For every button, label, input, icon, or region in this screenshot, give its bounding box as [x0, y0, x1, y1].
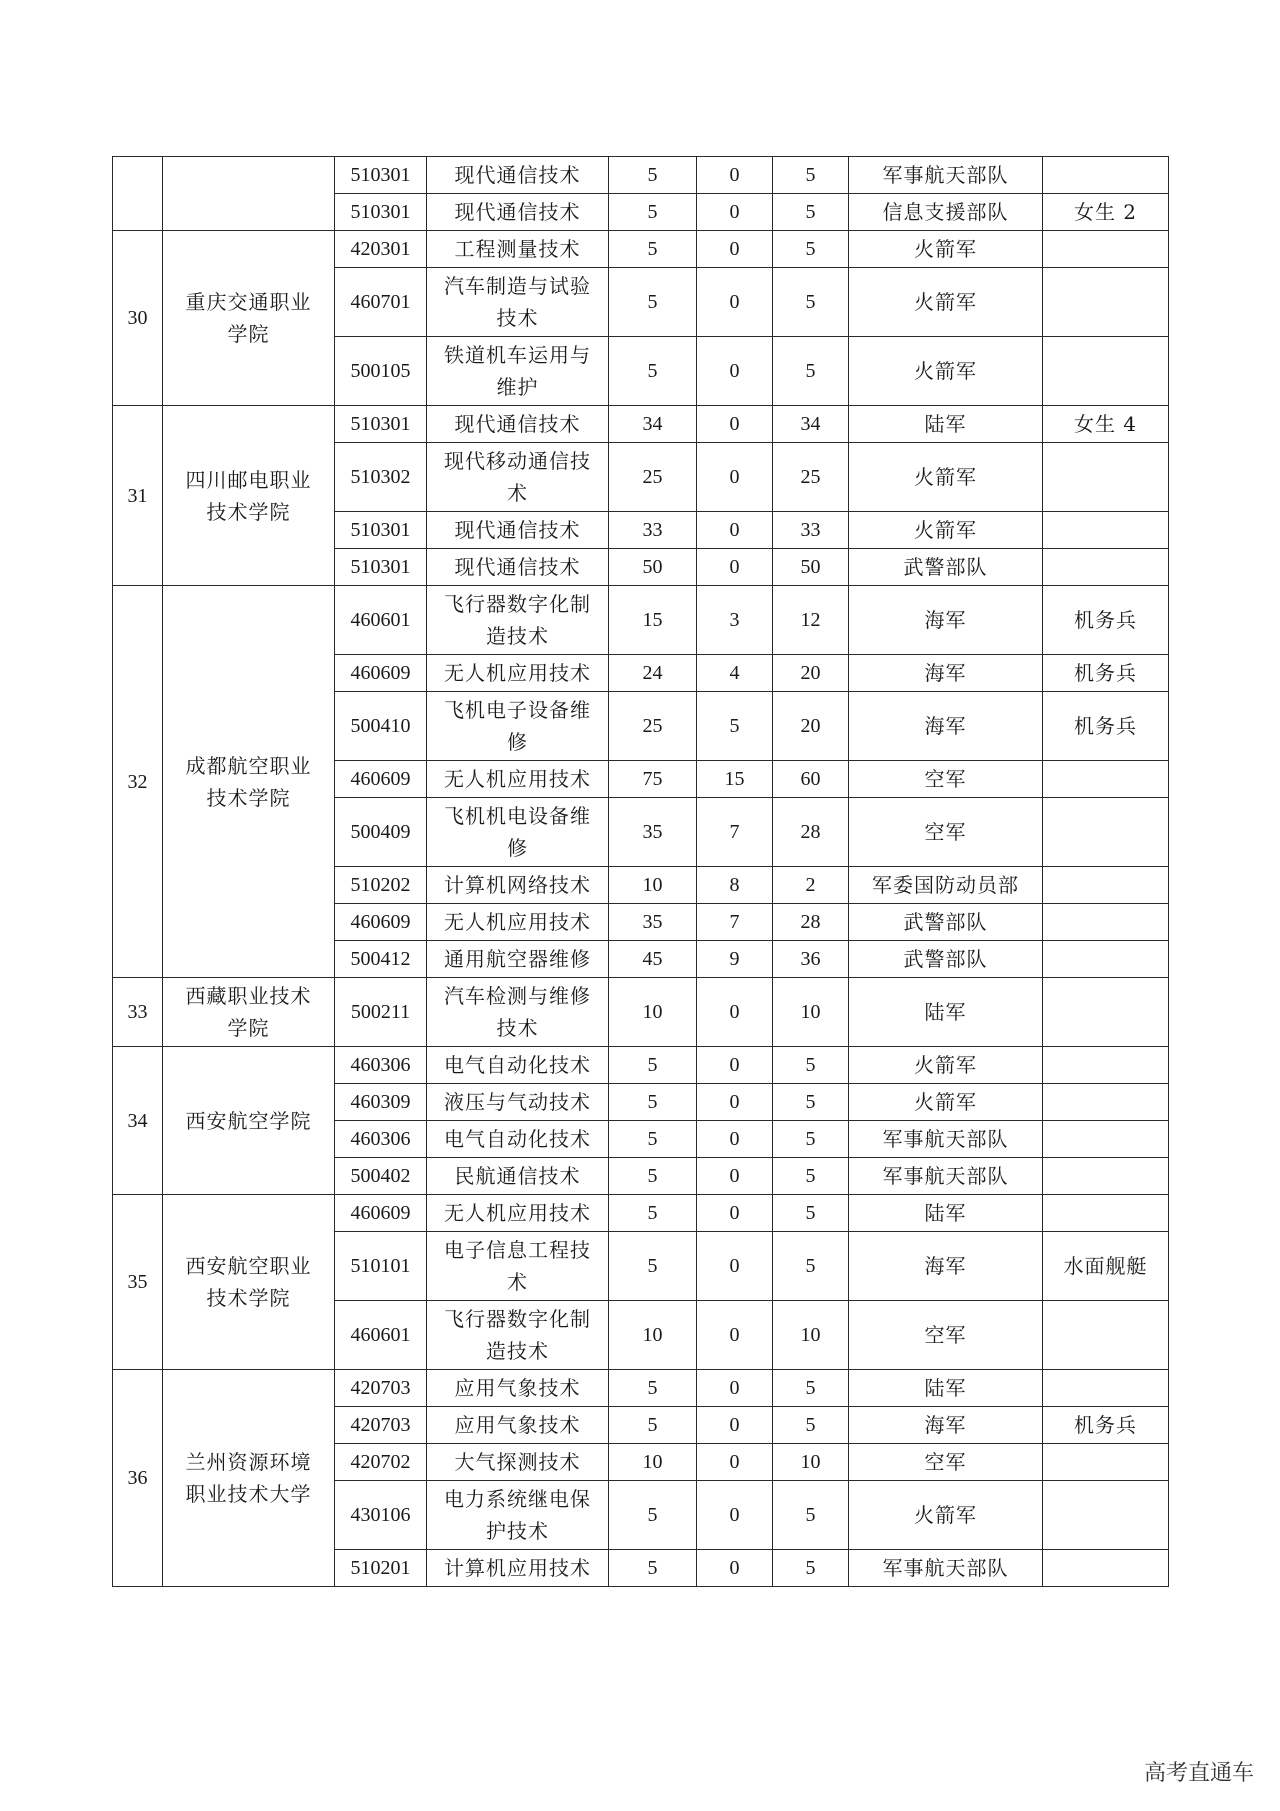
major-code: 460306: [335, 1047, 427, 1084]
service-unit: 火箭军: [849, 443, 1043, 512]
plan-col-b: 10: [773, 978, 849, 1047]
table-row: [113, 231, 1169, 268]
major-name: 通用航空器维修: [427, 941, 609, 978]
plan-col-a: 0: [697, 978, 773, 1047]
plan-col-b: 5: [773, 268, 849, 337]
plan-col-a: 0: [697, 1158, 773, 1195]
major-code: 460701: [335, 268, 427, 337]
plan-col-a: 9: [697, 941, 773, 978]
plan-col-b: 5: [773, 1084, 849, 1121]
service-unit: 军事航天部队: [849, 157, 1043, 194]
service-unit: 陆军: [849, 406, 1043, 443]
plan-col-a: 0: [697, 1121, 773, 1158]
plan-total: 5: [609, 1407, 697, 1444]
school-number: 32: [113, 586, 163, 978]
plan-col-b: 2: [773, 867, 849, 904]
service-unit: 海军: [849, 655, 1043, 692]
plan-total: 10: [609, 1301, 697, 1370]
major-code: 460609: [335, 655, 427, 692]
service-unit: 海军: [849, 1232, 1043, 1301]
plan-total: 50: [609, 549, 697, 586]
remark: [1043, 1047, 1169, 1084]
plan-col-a: 0: [697, 549, 773, 586]
plan-col-a: 0: [697, 1195, 773, 1232]
major-code: 510302: [335, 443, 427, 512]
school-name: 西安航空职业技术学院: [163, 1195, 335, 1370]
plan-total: 10: [609, 978, 697, 1047]
plan-total: 75: [609, 761, 697, 798]
major-name: 铁道机车运用与维护: [427, 337, 609, 406]
major-code: 500412: [335, 941, 427, 978]
table-row: [113, 978, 1169, 1047]
plan-col-b: 5: [773, 231, 849, 268]
plan-col-a: 0: [697, 1481, 773, 1550]
major-name: 无人机应用技术: [427, 904, 609, 941]
major-code: 460309: [335, 1084, 427, 1121]
service-unit: 海军: [849, 586, 1043, 655]
service-unit: 空军: [849, 1301, 1043, 1370]
plan-col-a: 0: [697, 1047, 773, 1084]
major-name: 大气探测技术: [427, 1444, 609, 1481]
plan-total: 25: [609, 692, 697, 761]
major-name: 现代通信技术: [427, 549, 609, 586]
plan-col-b: 5: [773, 1047, 849, 1084]
plan-col-a: 0: [697, 194, 773, 231]
plan-col-b: 10: [773, 1444, 849, 1481]
plan-col-a: 0: [697, 1550, 773, 1587]
plan-total: 5: [609, 1158, 697, 1195]
plan-col-a: 0: [697, 157, 773, 194]
major-code: 500211: [335, 978, 427, 1047]
plan-col-b: 5: [773, 1481, 849, 1550]
major-name: 飞行器数字化制造技术: [427, 1301, 609, 1370]
remark: [1043, 798, 1169, 867]
major-code: 460601: [335, 586, 427, 655]
plan-col-b: 28: [773, 904, 849, 941]
plan-col-b: 10: [773, 1301, 849, 1370]
school-number: 30: [113, 231, 163, 406]
major-name: 无人机应用技术: [427, 1195, 609, 1232]
plan-total: 5: [609, 1084, 697, 1121]
remark: 机务兵: [1043, 586, 1169, 655]
plan-col-a: 0: [697, 1444, 773, 1481]
plan-col-b: 5: [773, 1195, 849, 1232]
major-code: 510301: [335, 406, 427, 443]
plan-col-a: 5: [697, 692, 773, 761]
plan-col-b: 50: [773, 549, 849, 586]
plan-col-b: 5: [773, 157, 849, 194]
major-name: 现代通信技术: [427, 512, 609, 549]
major-name: 工程测量技术: [427, 231, 609, 268]
service-unit: 海军: [849, 692, 1043, 761]
plan-total: 5: [609, 1047, 697, 1084]
major-name: 汽车检测与维修技术: [427, 978, 609, 1047]
plan-total: 35: [609, 904, 697, 941]
major-name: 无人机应用技术: [427, 761, 609, 798]
major-code: 510301: [335, 549, 427, 586]
plan-col-a: 0: [697, 512, 773, 549]
plan-col-a: 8: [697, 867, 773, 904]
plan-col-b: 12: [773, 586, 849, 655]
plan-total: 5: [609, 1370, 697, 1407]
plan-col-b: 28: [773, 798, 849, 867]
service-unit: 陆军: [849, 1370, 1043, 1407]
major-name: 电子信息工程技术: [427, 1232, 609, 1301]
school-name: 西安航空学院: [163, 1047, 335, 1195]
plan-total: 24: [609, 655, 697, 692]
service-unit: 火箭军: [849, 231, 1043, 268]
remark: 机务兵: [1043, 1407, 1169, 1444]
major-name: 现代通信技术: [427, 157, 609, 194]
plan-total: 15: [609, 586, 697, 655]
plan-total: 34: [609, 406, 697, 443]
school-name: [163, 157, 335, 231]
service-unit: 陆军: [849, 1195, 1043, 1232]
plan-col-a: 0: [697, 1232, 773, 1301]
school-number: 36: [113, 1370, 163, 1587]
major-code: 460306: [335, 1121, 427, 1158]
major-name: 电气自动化技术: [427, 1121, 609, 1158]
remark: 女生 4: [1043, 406, 1169, 443]
major-name: 汽车制造与试验技术: [427, 268, 609, 337]
service-unit: 军委国防动员部: [849, 867, 1043, 904]
remark: [1043, 1481, 1169, 1550]
major-code: 500409: [335, 798, 427, 867]
major-code: 460609: [335, 1195, 427, 1232]
table-row: [113, 1195, 1169, 1232]
school-name: 重庆交通职业学院: [163, 231, 335, 406]
major-name: 无人机应用技术: [427, 655, 609, 692]
plan-total: 25: [609, 443, 697, 512]
plan-col-b: 33: [773, 512, 849, 549]
service-unit: 武警部队: [849, 549, 1043, 586]
major-code: 500402: [335, 1158, 427, 1195]
major-code: 430106: [335, 1481, 427, 1550]
plan-col-a: 7: [697, 904, 773, 941]
service-unit: 火箭军: [849, 1047, 1043, 1084]
major-code: 510301: [335, 194, 427, 231]
table-row: [113, 1047, 1169, 1084]
major-name: 飞机电子设备维修: [427, 692, 609, 761]
table-row: [113, 1370, 1169, 1407]
major-code: 510301: [335, 512, 427, 549]
plan-col-a: 4: [697, 655, 773, 692]
remark: [1043, 512, 1169, 549]
table-row: [113, 157, 1169, 194]
school-number: 35: [113, 1195, 163, 1370]
watermark: 高考直通车: [1143, 1761, 1254, 1786]
remark: 机务兵: [1043, 655, 1169, 692]
school-number: 34: [113, 1047, 163, 1195]
plan-col-a: 0: [697, 443, 773, 512]
plan-total: 10: [609, 867, 697, 904]
plan-col-b: 5: [773, 1158, 849, 1195]
plan-total: 5: [609, 1481, 697, 1550]
major-name: 飞机机电设备维修: [427, 798, 609, 867]
remark: [1043, 231, 1169, 268]
service-unit: 武警部队: [849, 941, 1043, 978]
plan-col-a: 7: [697, 798, 773, 867]
remark: [1043, 157, 1169, 194]
plan-col-b: 5: [773, 1232, 849, 1301]
major-name: 电气自动化技术: [427, 1047, 609, 1084]
plan-col-a: 0: [697, 1084, 773, 1121]
major-code: 500105: [335, 337, 427, 406]
plan-total: 35: [609, 798, 697, 867]
service-unit: 空军: [849, 798, 1043, 867]
plan-col-b: 20: [773, 655, 849, 692]
plan-col-b: 36: [773, 941, 849, 978]
major-name: 飞行器数字化制造技术: [427, 586, 609, 655]
service-unit: 空军: [849, 1444, 1043, 1481]
remark: [1043, 941, 1169, 978]
remark: [1043, 549, 1169, 586]
plan-total: 45: [609, 941, 697, 978]
plan-col-b: 5: [773, 1370, 849, 1407]
major-code: 460609: [335, 761, 427, 798]
service-unit: 军事航天部队: [849, 1121, 1043, 1158]
plan-total: 5: [609, 231, 697, 268]
major-name: 应用气象技术: [427, 1370, 609, 1407]
plan-col-a: 15: [697, 761, 773, 798]
major-code: 510202: [335, 867, 427, 904]
service-unit: 军事航天部队: [849, 1550, 1043, 1587]
service-unit: 信息支援部队: [849, 194, 1043, 231]
major-code: 510301: [335, 157, 427, 194]
major-name: 民航通信技术: [427, 1158, 609, 1195]
major-code: 420703: [335, 1407, 427, 1444]
service-unit: 火箭军: [849, 512, 1043, 549]
major-name: 电力系统继电保护技术: [427, 1481, 609, 1550]
service-unit: 火箭军: [849, 337, 1043, 406]
major-code: 460609: [335, 904, 427, 941]
major-code: 500410: [335, 692, 427, 761]
enrollment-table: [112, 156, 1169, 1587]
major-code: 420301: [335, 231, 427, 268]
remark: 水面舰艇: [1043, 1232, 1169, 1301]
major-name: 现代通信技术: [427, 194, 609, 231]
plan-total: 10: [609, 1444, 697, 1481]
remark: [1043, 1158, 1169, 1195]
school-number: 33: [113, 978, 163, 1047]
plan-col-a: 0: [697, 1370, 773, 1407]
service-unit: 武警部队: [849, 904, 1043, 941]
plan-col-b: 60: [773, 761, 849, 798]
service-unit: 火箭军: [849, 1481, 1043, 1550]
major-code: 420702: [335, 1444, 427, 1481]
major-name: 应用气象技术: [427, 1407, 609, 1444]
remark: 女生 2: [1043, 194, 1169, 231]
major-code: 510101: [335, 1232, 427, 1301]
remark: [1043, 867, 1169, 904]
plan-col-b: 5: [773, 194, 849, 231]
remark: [1043, 1121, 1169, 1158]
school-name: 西藏职业技术学院: [163, 978, 335, 1047]
service-unit: 陆军: [849, 978, 1043, 1047]
remark: [1043, 761, 1169, 798]
remark: [1043, 1301, 1169, 1370]
school-name: 成都航空职业技术学院: [163, 586, 335, 978]
remark: [1043, 443, 1169, 512]
plan-total: 5: [609, 194, 697, 231]
plan-col-a: 0: [697, 1301, 773, 1370]
plan-col-b: 25: [773, 443, 849, 512]
remark: [1043, 1444, 1169, 1481]
table-row: [113, 406, 1169, 443]
service-unit: 火箭军: [849, 268, 1043, 337]
major-code: 420703: [335, 1370, 427, 1407]
major-name: 液压与气动技术: [427, 1084, 609, 1121]
major-name: 现代移动通信技术: [427, 443, 609, 512]
plan-col-a: 0: [697, 337, 773, 406]
plan-total: 5: [609, 157, 697, 194]
plan-col-b: 5: [773, 337, 849, 406]
remark: [1043, 337, 1169, 406]
plan-col-a: 0: [697, 231, 773, 268]
remark: [1043, 1370, 1169, 1407]
plan-col-a: 3: [697, 586, 773, 655]
service-unit: 火箭军: [849, 1084, 1043, 1121]
remark: [1043, 904, 1169, 941]
remark: 机务兵: [1043, 692, 1169, 761]
plan-total: 5: [609, 1232, 697, 1301]
plan-col-a: 0: [697, 1407, 773, 1444]
remark: [1043, 1084, 1169, 1121]
school-name: 兰州资源环境职业技术大学: [163, 1370, 335, 1587]
plan-col-b: 5: [773, 1121, 849, 1158]
plan-total: 5: [609, 268, 697, 337]
plan-total: 33: [609, 512, 697, 549]
table-body: [113, 157, 1169, 1587]
service-unit: 空军: [849, 761, 1043, 798]
plan-col-a: 0: [697, 406, 773, 443]
service-unit: 海军: [849, 1407, 1043, 1444]
remark: [1043, 268, 1169, 337]
plan-col-b: 5: [773, 1550, 849, 1587]
table-row: [113, 586, 1169, 655]
plan-total: 5: [609, 1550, 697, 1587]
major-code: 510201: [335, 1550, 427, 1587]
plan-total: 5: [609, 1121, 697, 1158]
plan-total: 5: [609, 337, 697, 406]
plan-col-a: 0: [697, 268, 773, 337]
plan-total: 5: [609, 1195, 697, 1232]
service-unit: 军事航天部队: [849, 1158, 1043, 1195]
school-name: 四川邮电职业技术学院: [163, 406, 335, 586]
school-number: [113, 157, 163, 231]
major-code: 460601: [335, 1301, 427, 1370]
remark: [1043, 1550, 1169, 1587]
remark: [1043, 1195, 1169, 1232]
plan-col-b: 20: [773, 692, 849, 761]
plan-col-b: 5: [773, 1407, 849, 1444]
remark: [1043, 978, 1169, 1047]
plan-col-b: 34: [773, 406, 849, 443]
major-name: 计算机网络技术: [427, 867, 609, 904]
school-number: 31: [113, 406, 163, 586]
major-name: 现代通信技术: [427, 406, 609, 443]
major-name: 计算机应用技术: [427, 1550, 609, 1587]
